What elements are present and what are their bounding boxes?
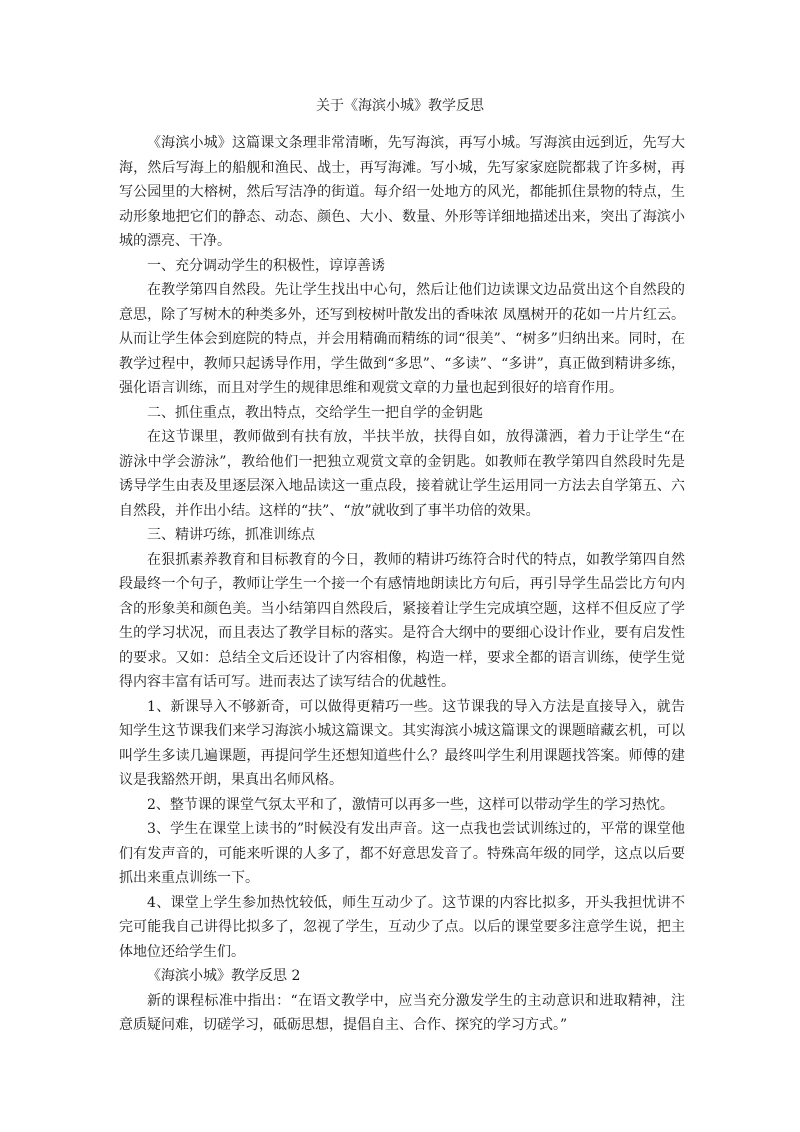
subtitle-2: 《海滨小城》教学反思 2 bbox=[147, 968, 301, 984]
section-heading-2: 二、抓住重点，教出特点，交给学生一把自学的金钥匙 bbox=[147, 404, 483, 421]
paragraph: 在这节课里，教师做到有扶有放，半扶半放，扶得自如，放得潇洒，着力于让学生“在游泳中学会游泳”，教给他们一把独立观赏文章的金钥匙。如教师在教学第四自然段时先是诱导学生由表及里逐层深入地品读这一重点段，接着就让学生运用同一方法去自学第五、六自然段，并作出小结。这样的“扶”、“放”就收到了事半功倍的效果。 bbox=[119, 429, 685, 519]
page-title: 关于《海滨小城》教学反思 bbox=[316, 98, 484, 114]
list-item-3: 3、学生在课堂上读书的”时候没有发出声音。这一点我也尝试训练过的，平常的课堂他们有发声音的，可能来听课的人多了，都不好意思发音了。特殊高年级的同学，这点以后要抓出来重点训练一下。 bbox=[119, 821, 685, 886]
section-heading-3: 三、精讲巧练，抓准训练点 bbox=[147, 527, 315, 543]
list-item-4: 4、课堂上学生参加热忱较低，师生互动少了。这节课的内容比拟多，开头我担忧讲不完可能我自己讲得比拟多了，忽视了学生，互动少了点。以后的课堂要多注意学生说，把主体地位还给学生们。 bbox=[119, 894, 685, 960]
section-heading-1: 一、充分调动学生的积极性，谆谆善诱 bbox=[147, 257, 385, 274]
paragraph-intro: 《海滨小城》这篇课文条理非常清晰，先写海滨，再写小城。写海滨由远到近，先写大海，然后写海上的船舰和渔民、战士，再写海滩。写小城，先写家家庭院都栽了许多树，再写公园里的大榕树，然后写洁净的街道。每介绍一处地方的风光，都能抓住景物的特点，生动形象地把它们的静态、动态、颜色、大小、数量、外形等详细地描述出来，突出了海滨小城的漂亮、干净。 bbox=[119, 135, 685, 249]
list-item-1: 1、新课导入不够新奇，可以做得更精巧一些。这节课我的导入方法是直接导入，就告知学生这节课我们来学习海滨小城这篇课文。其实海滨小城这篇课文的课题暗藏玄机，可以叫学生多读几遍课题，再提问学生还想知道些什么？最终叫学生利用课题找答案。师傅的建议是我豁然开朗，果真出名师风格。 bbox=[119, 698, 685, 788]
list-item-2: 2、整节课的课堂气氛太平和了，激情可以再多一些，这样可以带动学生的学习热忱。 bbox=[147, 796, 674, 813]
paragraph: 在狠抓素养教育和目标教育的今日，教师的精讲巧练符合时代的特点，如教学第四自然段最终一个句子，教师让学生一个接一个有感情地朗读比方句后，再引导学生品尝比方句内含的形象美和颜色美。当小结第四自然段后，紧接着让学生完成填空题，这样不但反应了学生的学习状况，而且表达了教学目标的落实。是符合大纲中的要细心设计作业，要有启发性的要求。又如：总结全文后还设计了内容相像，构造一样，要求全都的语言训练，使学生觉得内容丰富有话可写。进而表达了读写结合的优越性。 bbox=[119, 551, 685, 690]
document-body bbox=[119, 131, 685, 1038]
paragraph: 新的课程标准中指出：“在语文教学中，应当充分激发学生的主动意识和进取精神，注意质疑问难，切磋学习，砥砺思想，提倡自主、合作、探究的学习方式。” bbox=[119, 992, 685, 1033]
paragraph: 在教学第四自然段。先让学生找出中心句，然后让他们边读课文边品赏出这个自然段的意思，除了写树木的种类多外，还写到桉树叶散发出的香味浓 凤凰树开的花如一片片红云。从而让学生体会到庭院的特点，并会用精确而精练的词“很美”、“树多”归纳出来。同时，在教学过程中，教师只起诱导作用，学生做到“多思”、“多读”、“多讲”，真正做到精讲多练，强化语言训练，而且对学生的规律思维和观赏文章的力量也起到很好的培育作用。 bbox=[119, 282, 685, 396]
